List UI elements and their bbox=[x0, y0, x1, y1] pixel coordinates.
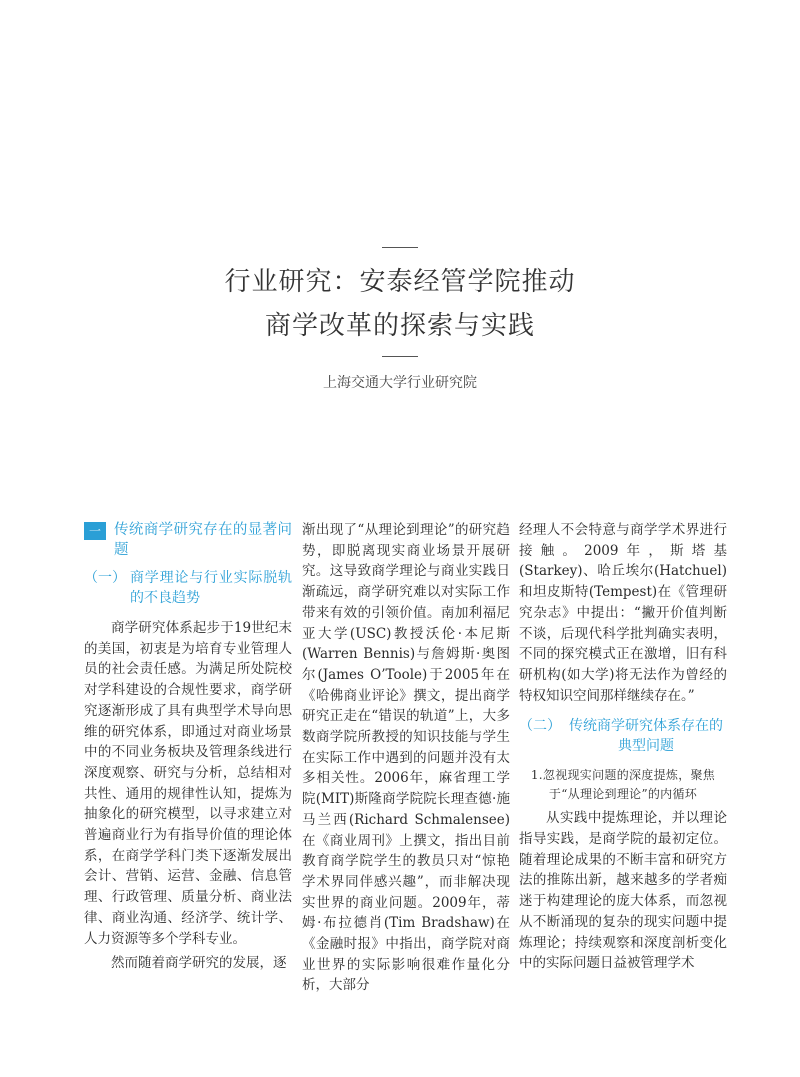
column-2 bbox=[302, 520, 510, 996]
column-3 bbox=[519, 520, 727, 974]
subsection-heading-1 bbox=[84, 568, 292, 608]
minor-heading: 1.忽视现实问题的深度提炼，聚焦于“从理论到理论”的内循环 bbox=[530, 768, 716, 802]
subsection-number: （一） bbox=[84, 570, 126, 586]
article-title-line2: 商学改革的探索与实践 bbox=[264, 311, 535, 341]
section-heading bbox=[84, 520, 292, 560]
subsection-title: 商学理论与行业实际脱轨的不良趋势 bbox=[130, 570, 292, 606]
paragraph: 然而随着商学研究的发展，逐 bbox=[111, 955, 287, 972]
paragraph: 经理人不会特意与商学学术界进行接触。2009年，斯塔基(Starkey)、哈丘埃尔(Hatchuel)和坦皮斯特(Tempest)在《管理研究杂志》中提出：“撇开价值判断不谈，后现代科学批判确实表明，不同的探究模式正在激增，旧有科研机构(如大学)将无法作为曾经的特权知识空间那样继续存在。” bbox=[519, 522, 727, 704]
subsection-number: （二） bbox=[519, 718, 561, 735]
paragraph: 商学研究体系起步于19世纪末的美国，初衷是为培育专业管理人员的社会责任感。为满足所处院校对学科建设的合规性要求，商学研究逐渐形成了具有典型学术导向思维的研究体系，即通过对商业场景中的不同业务板块及管理条线进行深度观察、研究与分析，总结相对共性、通用的规律性认知，提炼为抽象化的研究模型，以寻求建立对普遍商业行为有指导价值的理论体系，在商学学科门类下逐渐发展出会计、营销、运营、金融、信息管理、行政管理、质量分析、商业法律、商业沟通、经济学、统计学、人力资源等多个学科专业。 bbox=[84, 620, 292, 947]
article-author: 上海交通大学行业研究院 bbox=[323, 375, 477, 391]
paragraph: 渐出现了“从理论到理论”的研究趋势，即脱离现实商业场景开展研究。这导致商学理论与商业实践日渐疏远，商学研究难以对实际工作带来有效的引领价值。南加利福尼亚大学(USC)教授沃伦·本尼斯(Warren Bennis)与詹姆斯·奥图尔(James O’Toole)于2005年在《哈佛商业评论》撰文，提出商学研究正走在“错误的轨道”上，大多数商学院所教授的知识技能与学生在实际工作中遇到的问题并没有太多相关性。2006年，麻省理工学院(MIT)斯隆商学院院长理查德·施马兰西(Richard Schmalensee)在《商业周刊》上撰文，指出目前教育商学院学生的教员只对“惊艳学术界同伴感兴趣”，而非解决现实世界的商业问题。2009年，蒂姆·布拉德肖(Tim Bradshaw)在《金融时报》中指出，商学院对商业世界的实际影响很难作量化分析，大部分 bbox=[302, 522, 510, 994]
column-1 bbox=[84, 520, 292, 974]
subsection-heading-2 bbox=[519, 716, 727, 756]
top-rule bbox=[382, 247, 418, 248]
bottom-rule bbox=[382, 356, 418, 357]
paragraph: 从实践中提炼理论，并以理论指导实践，是商学院的最初定位。随着理论成果的不断丰富和研究方法的推陈出新，越来越多的学者痴迷于构建理论的庞大体系，而忽视从不断涌现的复杂的现实问题中提炼理论；持续观察和深度剖析变化中的实际问题日益被管理学术 bbox=[519, 810, 727, 972]
section-number-badge: 一 bbox=[84, 522, 106, 540]
section-title: 传统商学研究存在的显著问题 bbox=[114, 522, 292, 558]
subsection-title: 传统商学研究体系存在的典型问题 bbox=[569, 718, 723, 755]
article-title-line1: 行业研究：安泰经管学院推动 bbox=[224, 267, 576, 297]
